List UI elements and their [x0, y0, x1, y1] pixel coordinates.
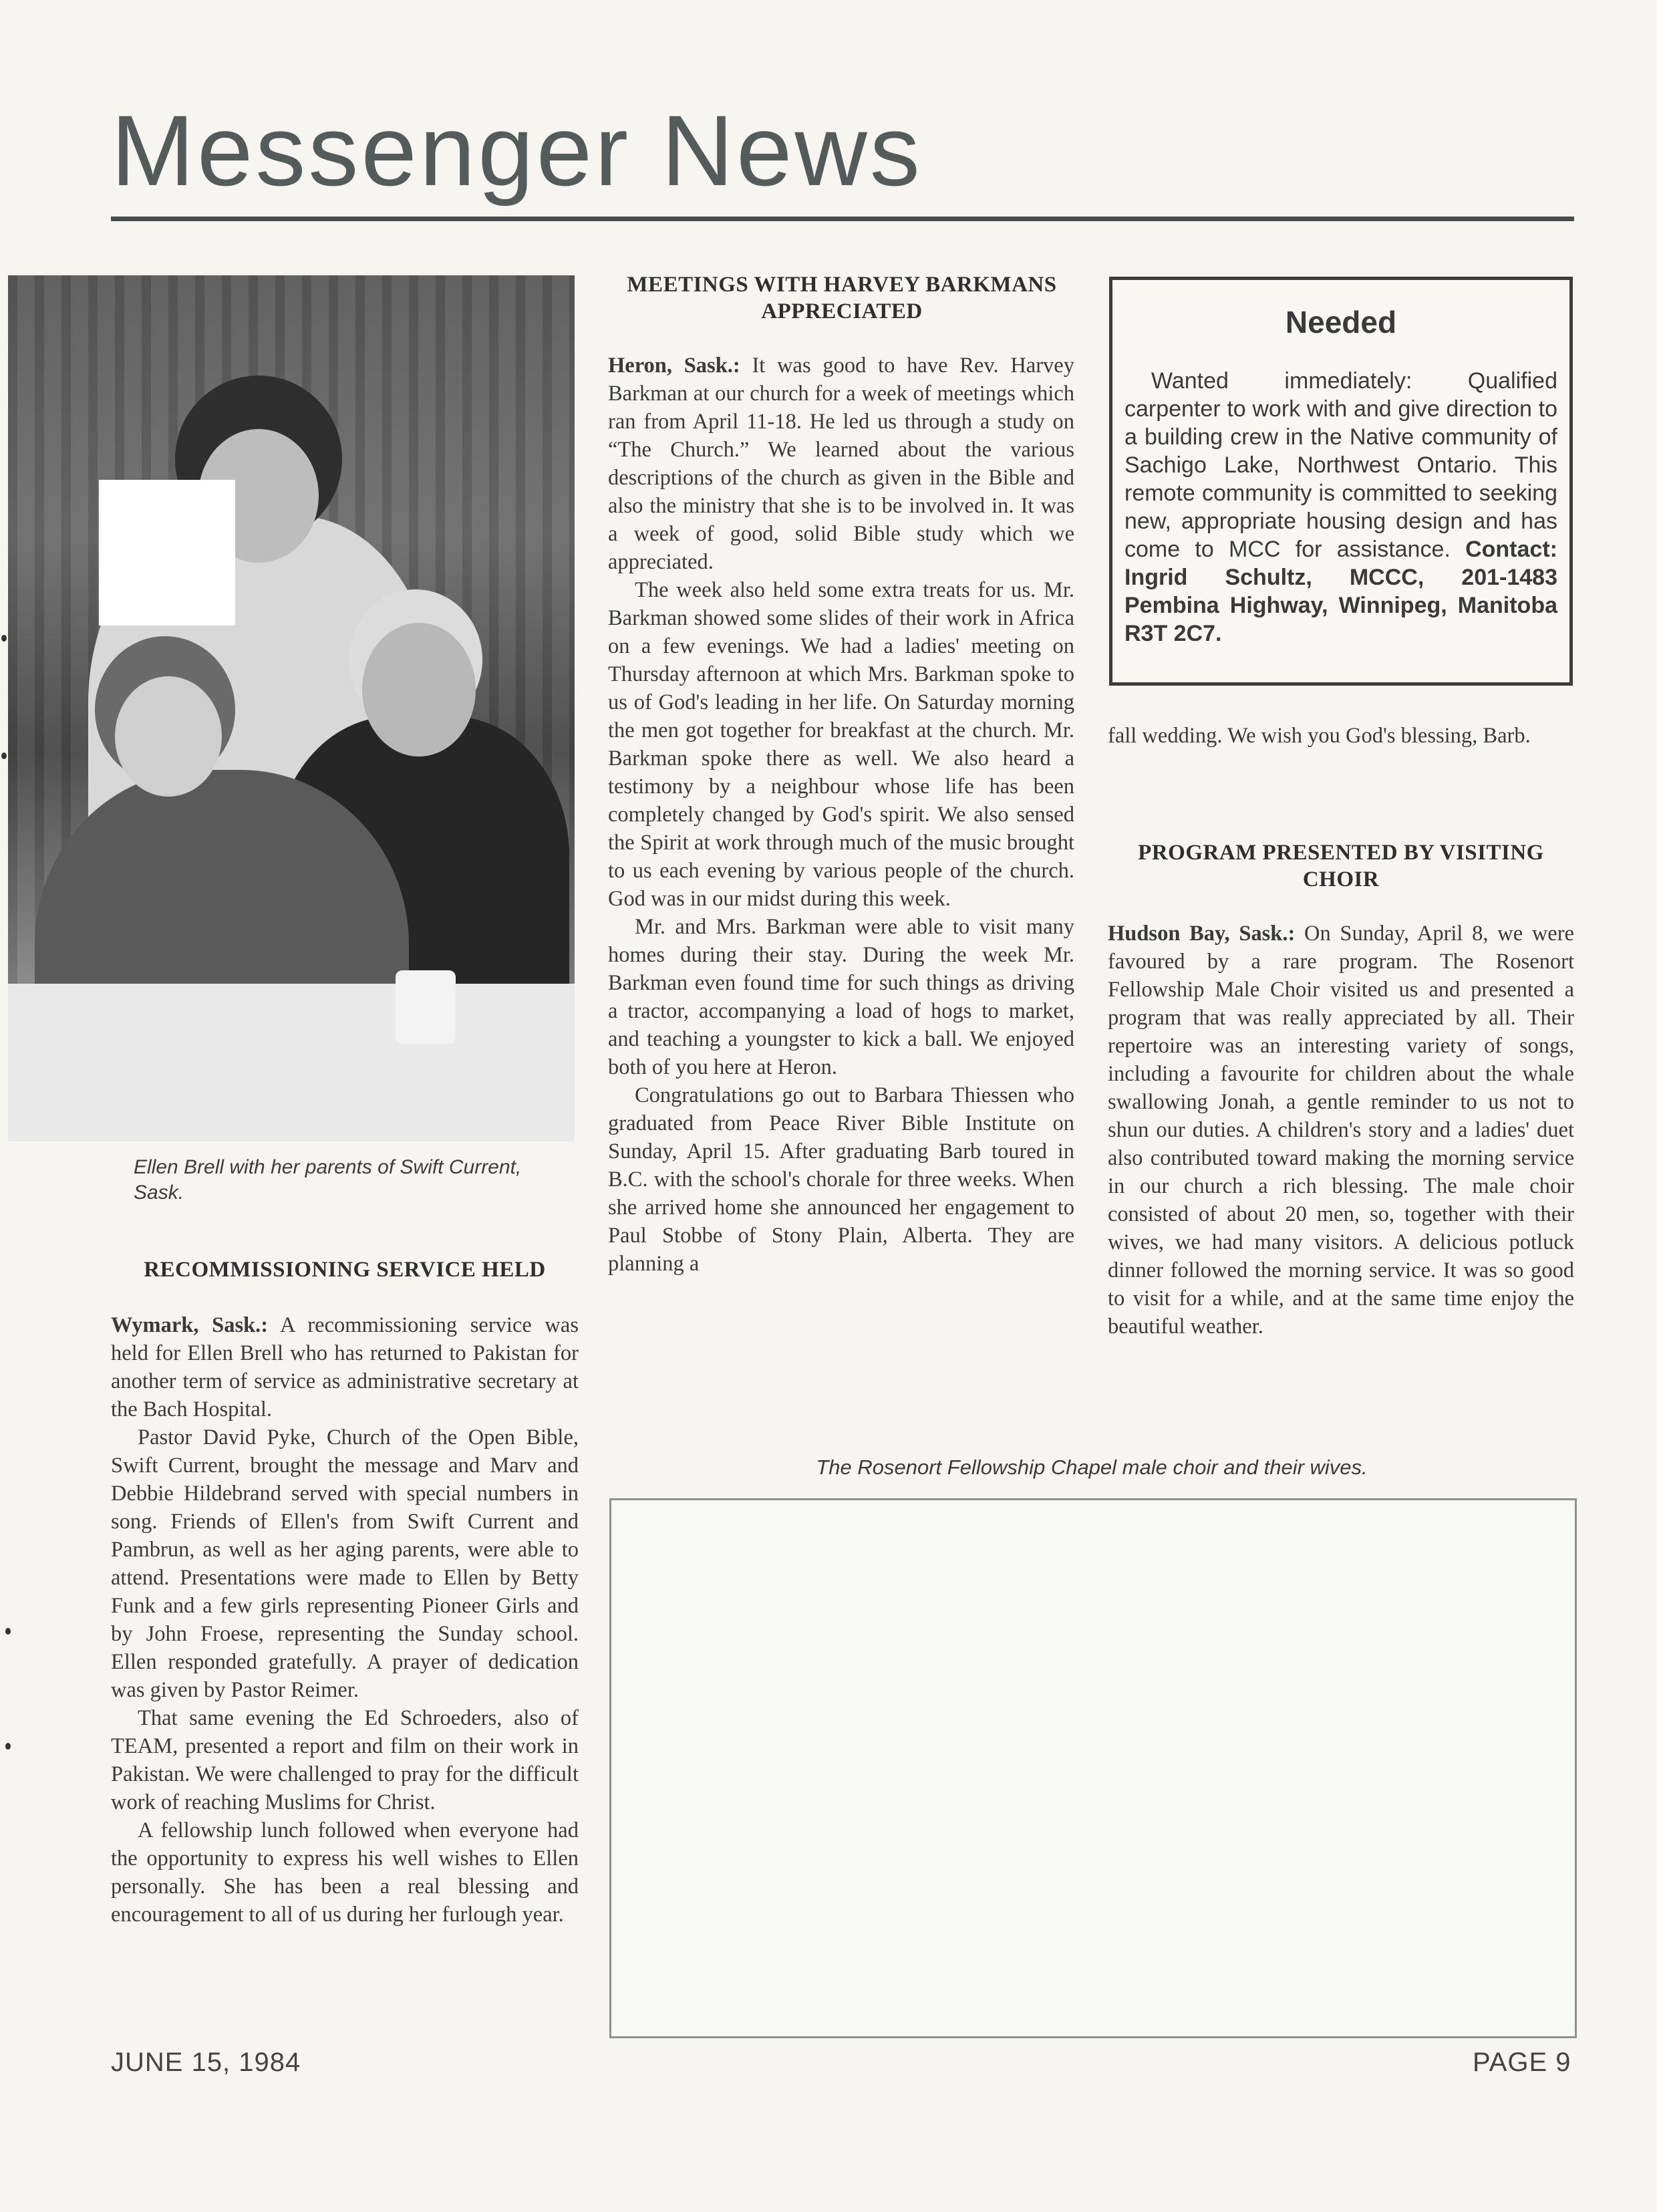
headline-recommissioning: RECOMMISSIONING SERVICE HELD [144, 1258, 546, 1282]
masthead-rule [111, 217, 1574, 221]
paragraph: On Sunday, April 8, we were favoured by a rare program. The Rosenort Fellowship Male Choir visited us and presented a program that was really appreciated by all. Their repertoire was an interesting variety of songs, including a favourite for children about the whale swallowing Jonah, a gentle reminder to us not to shun our duties. A children's story and a ladies' duet also contributed toward making the morning service in our church a rich blessing. The male choir consisted of about 20 men, so, together with their wives, we had many visitors. A delicious potluck dinner followed the morning service. It was so good to visit for a while, and at the same time enjoy the beautiful weather. [1108, 922, 1574, 1339]
needed-contact: Contact: Ingrid Schultz, MCCC, 201-1483 Pembina Highway, Winnipeg, Manitoba R3T 2C7. [1124, 537, 1557, 646]
dateline-hudson-bay: Hudson Bay, Sask.: [1108, 922, 1296, 946]
article-choir [1108, 920, 1574, 1341]
photo-redaction [99, 480, 235, 626]
paragraph: It was good to have Rev. Harvey Barkman at our church for a week of meetings which ran from April 11-18. He led us through a study on “The Church.” We learned about the various descriptions of the church as given in the Bible and also the ministry that she is to be involved in. It was a week of good, solid Bible study which we appreciated. [608, 354, 1074, 574]
scan-speck [5, 1628, 11, 1635]
paragraph: A recommissioning service was held for Ellen Brell who has returned to Pakistan for another term of service as administrative secretary at the Bach Hospital. [111, 1313, 579, 1421]
paragraph: fall wedding. We wish you God's blessing, Barb. [1108, 724, 1531, 748]
paragraph: Congratulations go out to Barbara Thiessen who graduated from Peace River Bible Institute on Sunday, April 15. After graduating Barb toured in B.C. with the school's chorale for three weeks. When she arrived home she announced her engagement to Paul Stobbe of Stony Plain, Alberta. They are planning a [608, 1083, 1074, 1276]
photo-ellen-brell [8, 275, 575, 1141]
paragraph: Mr. and Mrs. Barkman were able to visit many homes during their stay. During the week Mr. Barkman even found time for such things as driving a tractor, accompanying a load of hogs to market, and teaching a youngster to kick a ball. We enjoyed both of you here at Heron. [608, 915, 1074, 1079]
scan-speck [5, 1743, 11, 1750]
dateline-heron: Heron, Sask.: [608, 354, 740, 378]
photo-choir-placeholder [609, 1498, 1577, 2038]
needed-body [1124, 367, 1557, 648]
page-number: PAGE 9 [1473, 2048, 1571, 2077]
paragraph: The week also held some extra treats for us. Mr. Barkman showed some slides of their work in Africa on a few evenings. We had a ladies' meeting on Thursday afternoon at which Mrs. Barkman spoke to us of God's leading in her life. On Saturday morning the men got together for breakfast at the church. Mr. Barkman spoke there as well. We also heard a testimony by a neighbour whose life has been completely changed by God's spirit. We also sensed the Spirit at work through much of the music brought to us each evening by various people of the church. God was in our midst during this week. [608, 578, 1074, 911]
photo-right-caption: The Rosenort Fellowship Chapel male choir and their wives. [816, 1456, 1368, 1479]
article-recommissioning [111, 1311, 579, 1929]
scan-speck [1, 752, 7, 759]
paragraph: Pastor David Pyke, Church of the Open Bible, Swift Current, brought the message and Marv and Debbie Hildebrand served with special numbers in song. Friends of Ellen's from Swift Current and Pambrun, as well as her aging parents, were able to attend. Presentations were made to Ellen by Betty Funk and a few girls representing Pioneer Girls and by John Froese, representing the Sunday school. Ellen responded gratefully. A prayer of dedication was given by Pastor Reimer. [111, 1425, 579, 1702]
issue-date: JUNE 15, 1984 [111, 2048, 301, 2077]
masthead-title: Messenger News [111, 94, 923, 206]
needed-title: Needed [1285, 305, 1397, 339]
headline-choir: PROGRAM PRESENTED BY VISITING CHOIR [1138, 841, 1544, 891]
paragraph: A fellowship lunch followed when everyone had the opportunity to express his well wishes to Ellen personally. She has been a real blessing and encouragement to all of us during her furlough year. [111, 1818, 579, 1927]
article-barkman [608, 352, 1074, 1278]
scan-speck [1, 635, 7, 642]
article-barkman-continued [1108, 722, 1574, 750]
needed-text: Wanted immediately: Qualified carpenter to work with and give direction to a building crew in the Native community of Sachigo Lake, Northwest Ontario. This remote community is committed to seeking new, appropriate housing design and has come to MCC for assistance. [1124, 368, 1557, 562]
headline-barkman: MEETINGS WITH HARVEY BARKMANS APPRECIATED [627, 273, 1057, 323]
paragraph: That same evening the Ed Schroeders, also of TEAM, presented a report and film on their work in Pakistan. We were challenged to pray for the difficult work of reaching Muslims for Christ. [111, 1706, 579, 1814]
photo-left-caption: Ellen Brell with her parents of Swift Current, Sask. [134, 1156, 522, 1204]
needed-notice-box [1109, 277, 1573, 686]
dateline-wymark: Wymark, Sask.: [111, 1313, 269, 1337]
